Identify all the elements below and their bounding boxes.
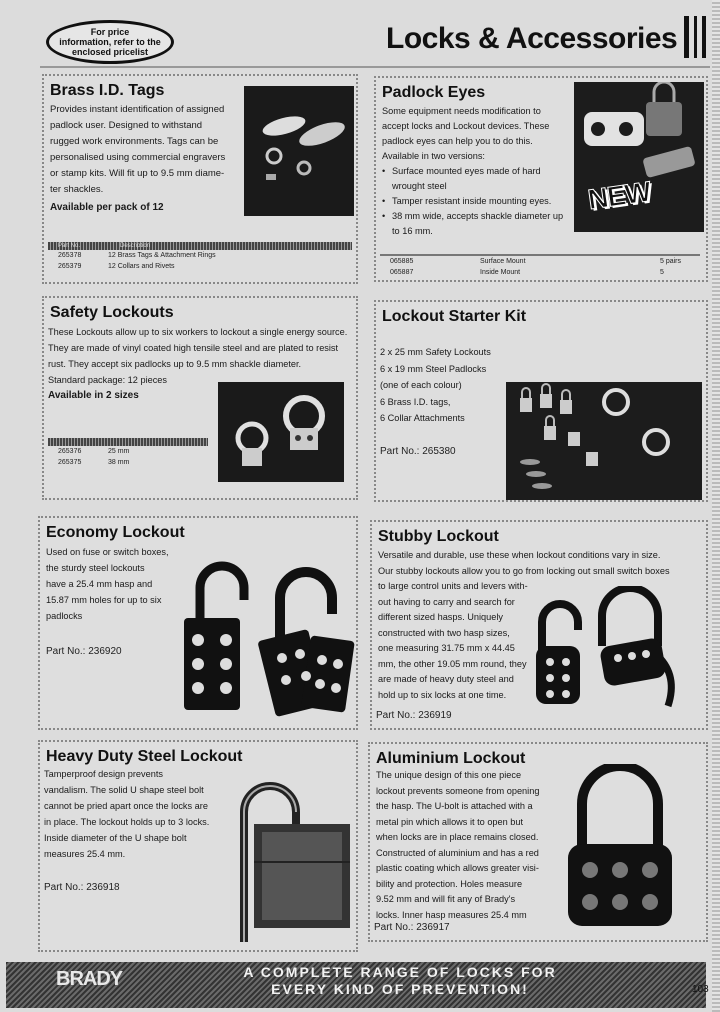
text-line: when locks are in place remains closed. [376, 832, 539, 842]
text-line: metal pin which allows it to open but [376, 816, 524, 827]
panel-title: Aluminium Lockout [376, 750, 526, 767]
list-item: • 38 mm wide, accepts shackle diameter up to 16 mm. [382, 209, 568, 239]
panel-description [46, 544, 176, 624]
text-line: Provides instant identification of assigned [50, 104, 225, 115]
part-cell: 065885 [390, 258, 414, 265]
availability-note: Available per pack of 12 [50, 202, 164, 213]
panel-safety-lockouts [42, 296, 358, 500]
title-accent-bar [694, 16, 697, 58]
new-badge: NEW [586, 175, 653, 216]
safety-lockouts-table [48, 438, 208, 468]
text-line: The unique design of this one piece [376, 770, 522, 780]
text-line: are made of heavy duty steel and [378, 674, 514, 684]
availability-note: Available in 2 sizes [48, 390, 139, 401]
brass-tags-table [48, 242, 352, 272]
panel-description [380, 344, 510, 427]
header-rule [40, 66, 710, 68]
text-line: Inside diameter of the U shape bolt [44, 833, 187, 843]
table-row [48, 250, 352, 261]
panel-description [50, 102, 240, 216]
panel-aluminium-lockout [368, 742, 708, 942]
part-number: Part No.: 236918 [44, 882, 120, 893]
panel-economy-lockout [38, 516, 358, 730]
text-line: Our stubby lockouts allow you to go from locking out small switch boxes [378, 565, 670, 576]
text-line: Constructed of aluminium and has a red [376, 847, 539, 858]
padlock-eyes-table [380, 254, 700, 278]
text-line: Versatile and durable, use these when lockout conditions vary in size. [378, 550, 661, 560]
table-header [48, 242, 352, 250]
brand-name: BRADY [56, 968, 123, 990]
text-line: 2 x 25 mm Safety Lockouts [380, 347, 491, 357]
text-line: personalised using commercial engravers [50, 152, 226, 163]
panel-title: Brass I.D. Tags [50, 82, 165, 99]
text-line: plastic coating which allows greater visi- [376, 863, 539, 873]
qty-cell: 5 [660, 269, 664, 276]
slogan-line: EVERY KIND OF PREVENTION! [271, 981, 529, 997]
text-line: or stamp kits. Will fit up to 9.5 mm diame- [50, 168, 225, 179]
text-line: Some equipment needs modification to [382, 106, 541, 116]
text-line: mm, the other 19.05 mm round, they [378, 658, 527, 669]
text-line: different sized hasps. Uniquely [378, 612, 503, 622]
text-line: Standard package: 12 pieces [48, 375, 168, 385]
aluminium-lockout-photo [556, 764, 706, 934]
price-note-line: enclosed pricelist [71, 47, 149, 57]
panel-description [376, 768, 566, 923]
version-list [382, 164, 568, 239]
text-line: in place. The lockout holds up to 3 locks. [44, 817, 210, 827]
page-title: Locks & Accessories [386, 22, 678, 55]
text-line: constructed with two hasp sizes, [378, 627, 510, 638]
desc-cell: Surface Mount [480, 258, 526, 265]
list-item: • Tamper resistant inside mounting eyes. [382, 194, 568, 209]
text-line: 6 x 19 mm Steel Padlocks [380, 363, 487, 374]
text-line: rust. They accept six padlocks up to 9.5 mm shackle diameter. [48, 359, 302, 369]
price-note-line: information, refer to the [59, 37, 161, 47]
part-cell: 065887 [390, 269, 414, 276]
table-header [48, 438, 208, 446]
desc-cell: 25 mm [108, 448, 130, 455]
panel-title: Safety Lockouts [50, 304, 174, 321]
price-note-badge [46, 20, 174, 64]
text-line: ter shackles. [50, 184, 104, 195]
part-number: Part No.: 236917 [374, 922, 450, 933]
panel-padlock-eyes [374, 76, 708, 282]
text-line: the sturdy steel lockouts [46, 563, 145, 573]
text-line: 6 Collar Attachments [380, 413, 465, 423]
table-row [48, 261, 352, 272]
panel-heavy-duty-lockout [38, 740, 358, 952]
table-header-cell: Description [120, 243, 151, 249]
text-line: out having to carry and search for [378, 596, 515, 607]
text-line: hold up to six locks at one time. [378, 689, 507, 700]
list-item: • Surface mounted eyes made of hard wrought steel [382, 164, 568, 194]
text-line: lockout prevents someone from opening [376, 785, 540, 796]
text-line: rugged work environments. Tags can be [50, 136, 219, 147]
brass-tags-photo [244, 86, 354, 216]
text-line: 6 Brass I.D. tags, [380, 396, 451, 407]
panel-brass-tags [42, 74, 358, 284]
panel-title: Padlock Eyes [382, 84, 486, 101]
text-line: measures 25.4 mm. [44, 849, 126, 859]
desc-cell: 12 Collars and Rivets [108, 263, 175, 270]
text-line: Available in two versions: [382, 151, 485, 161]
slogan-line: A COMPLETE RANGE OF LOCKS FOR [243, 964, 557, 980]
desc-cell: 38 mm [108, 459, 130, 466]
title-accent-bar [702, 16, 706, 58]
part-number: Part No.: 236920 [46, 646, 122, 657]
table-row [380, 267, 700, 278]
text-line: bility and protection. Holes measure [376, 878, 523, 889]
part-cell: 265378 [58, 252, 82, 259]
panel-starter-kit [374, 300, 708, 502]
heavy-duty-lockout-photo [226, 772, 354, 950]
price-note-line: For price [90, 27, 130, 37]
text-line: vandalism. The solid U shape steel bolt [44, 785, 204, 795]
stubby-lockout-photo [528, 586, 704, 718]
footer-slogan [200, 964, 600, 998]
table-header-cell: Part No. [58, 243, 81, 249]
panel-stubby-lockout [370, 520, 708, 730]
text-line: to large control units and levers with- [378, 581, 528, 591]
title-accent-bar [684, 16, 689, 58]
text-line: 9.52 mm and will fit any of Brady's [376, 894, 516, 904]
text-line: They are made of vinyl coated high tensile steel and are plated to resist [48, 343, 339, 353]
text-line: locks. Inner hasp measures 25.4 mm [376, 909, 527, 920]
desc-cell: Inside Mount [480, 269, 521, 276]
starter-kit-photo [506, 382, 702, 500]
text-line: Tamperproof design prevents [44, 769, 163, 779]
text-line: These Lockouts allow up to six workers to lockout a single energy source. [48, 327, 348, 337]
part-cell: 265379 [58, 263, 82, 270]
page-edge-strip [712, 0, 720, 1012]
panel-title: Heavy Duty Steel Lockout [46, 748, 243, 765]
text-line: one measuring 31.75 mm x 44.45 [378, 643, 515, 653]
text-line: cannot be pried apart once the locks are [44, 801, 208, 811]
qty-cell: 5 pairs [660, 258, 682, 265]
text-line: (one of each colour) [380, 380, 462, 390]
panel-title: Stubby Lockout [378, 528, 499, 545]
panel-description [382, 104, 568, 239]
table-row [48, 457, 208, 468]
part-number: Part No.: 236919 [376, 710, 452, 721]
text-line: have a 25.4 mm hasp and [46, 579, 153, 589]
text-line: Used on fuse or switch boxes, [46, 547, 169, 557]
desc-cell: 12 Brass Tags & Attachment Rings [108, 252, 216, 259]
page-number: 103 [692, 984, 709, 995]
panel-title: Lockout Starter Kit [382, 308, 527, 325]
panel-description [44, 766, 224, 862]
text-line: padlock user. Designed to withstand [50, 120, 203, 131]
table-row [380, 256, 700, 267]
text-line: padlock eyes can help you to do this. [382, 136, 533, 146]
part-cell: 265375 [58, 459, 82, 466]
economy-lockout-photo [170, 548, 356, 728]
text-line: 15.87 mm holes for up to six [46, 595, 162, 605]
safety-lockouts-photo [218, 382, 344, 482]
panel-title: Economy Lockout [46, 524, 185, 541]
text-line: padlocks [46, 611, 83, 621]
part-number: Part No.: 265380 [380, 446, 456, 457]
brand-logo [56, 968, 122, 991]
text-line: accept locks and Lockout devices. These [382, 121, 550, 131]
part-cell: 265376 [58, 448, 82, 455]
table-row [48, 446, 208, 457]
text-line: the hasp. The U-bolt is attached with a [376, 801, 533, 811]
